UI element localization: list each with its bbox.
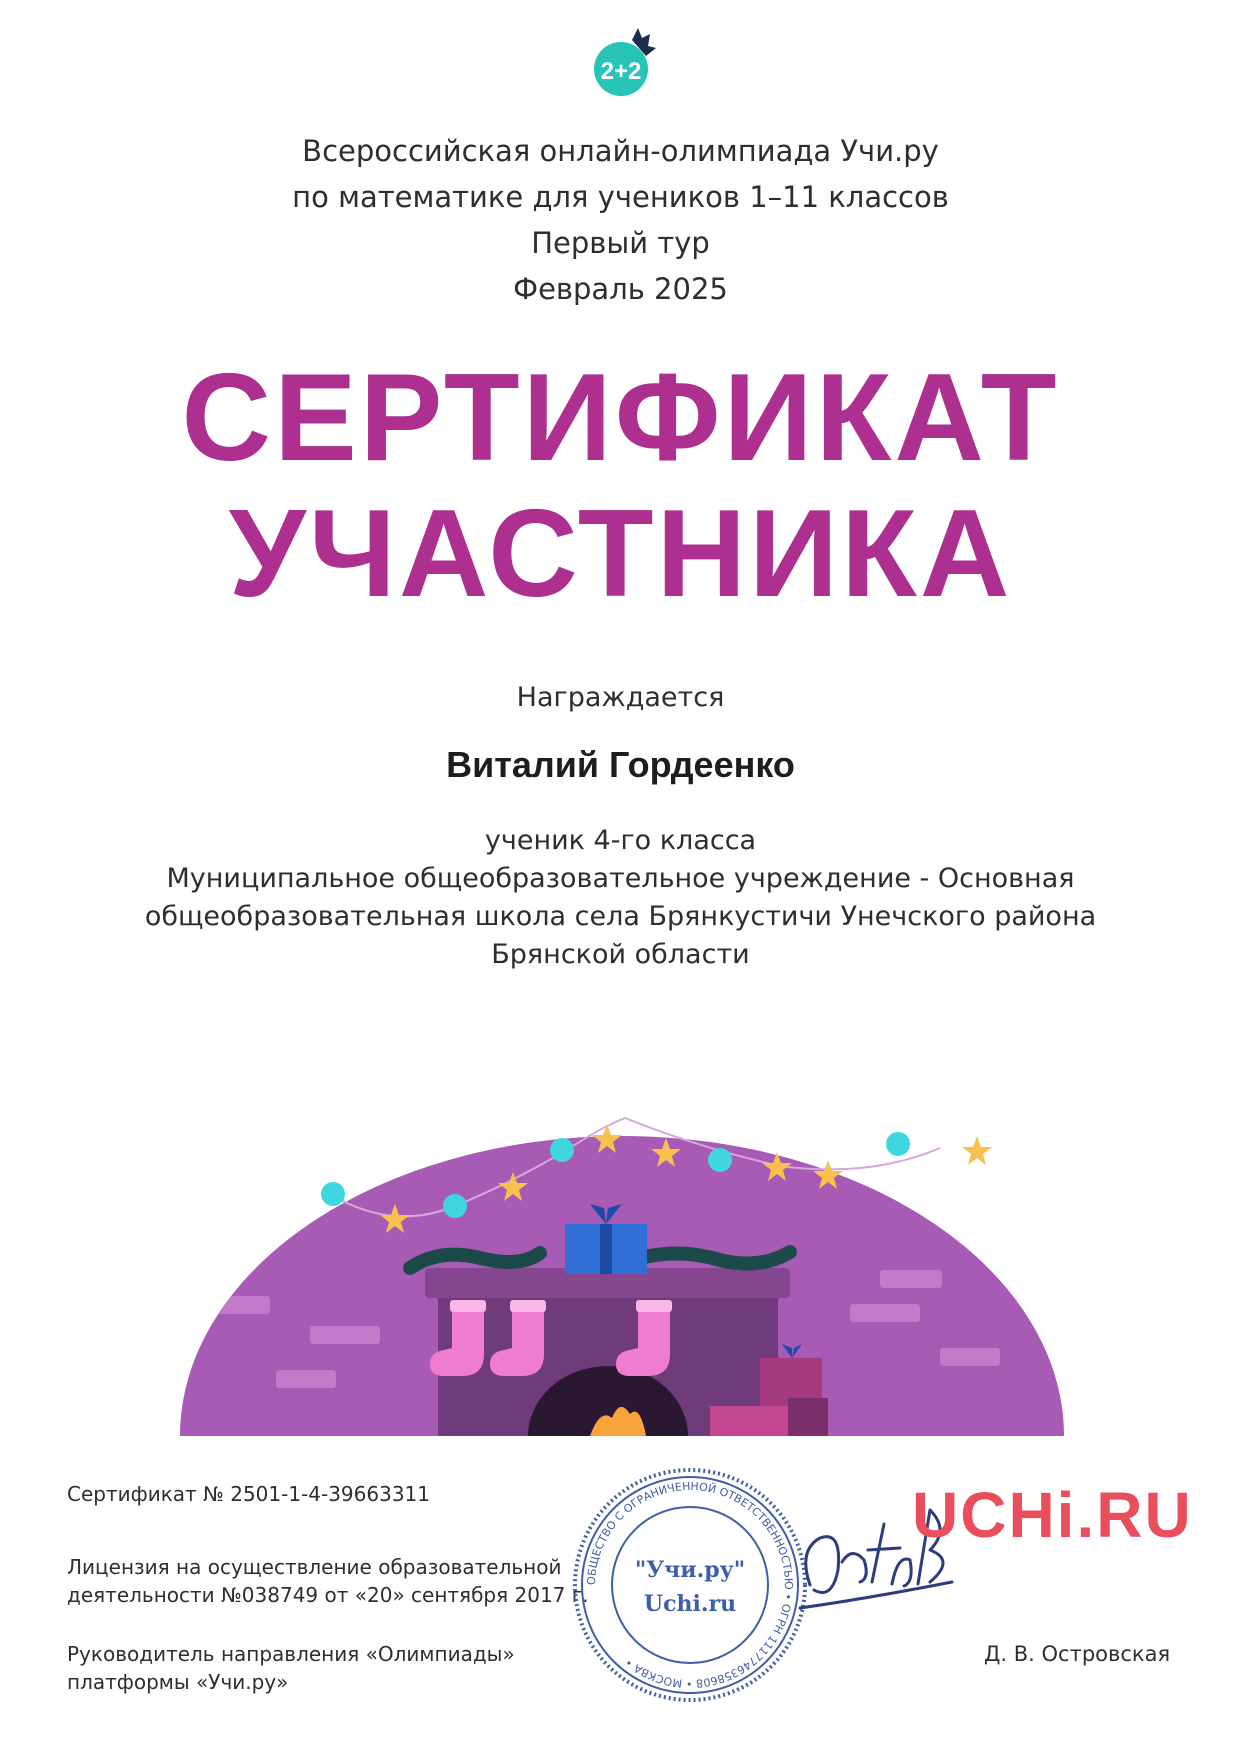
header-line: по математике для учеников 1–11 классов: [292, 180, 949, 214]
header-line: Первый тур: [531, 226, 710, 260]
license-line: Лицензия на осуществление образовательной: [67, 1555, 562, 1579]
head-line: Руководитель направления «Олимпиады»: [67, 1642, 515, 1666]
logo: [588, 26, 658, 96]
grade-text: ученик 4-го класса: [484, 825, 757, 856]
company-seal-icon: [570, 1465, 810, 1705]
seal-center-top: "Учи.ру": [634, 1557, 746, 1583]
certificate-number: Сертификат № 2501-1-4-39663311: [67, 1482, 431, 1506]
header-line: Февраль 2025: [513, 272, 728, 306]
fireplace-illustration: [180, 1108, 1064, 1436]
certificate-subtitle: УЧАСТНИКА: [228, 485, 1013, 623]
recipient-name: Виталий Гордеенко: [446, 744, 795, 785]
seal-ring-text: ОБЩЕСТВО С ОГРАНИЧЕННОЙ ОТВЕТСТВЕННОСТЬЮ • ОГРН 1117746358608 • МОСКВА •: [584, 1479, 796, 1691]
header-line: Всероссийская онлайн-олимпиада Учи.ру: [302, 134, 939, 168]
school-line: Брянской области: [491, 939, 750, 970]
head-line: платформы «Учи.ру»: [67, 1670, 289, 1694]
awarded-label: Награждается: [516, 682, 725, 713]
2+2-badge-icon: [588, 26, 658, 96]
signatory-name: Д. В. Островская: [984, 1642, 1171, 1666]
svg-text:ОБЩЕСТВО С ОГРАНИЧЕННОЙ ОТВЕТС: [585, 1480, 795, 1690]
uchi-brand-logo: UCHi.RU: [912, 1479, 1193, 1551]
school-line: общеобразовательная школа села Брянкустичи Унечского района: [144, 901, 1097, 932]
school-line: Муниципальное общеобразовательное учреждение - Основная: [166, 863, 1075, 894]
certificate-title: СЕРТИФИКАТ: [181, 349, 1060, 487]
logo-text: 2+2: [600, 58, 642, 85]
seal-center-bottom: Uchi.ru: [643, 1591, 737, 1617]
license-line: деятельности №038749 от «20» сентября 2017 г.: [67, 1583, 589, 1607]
